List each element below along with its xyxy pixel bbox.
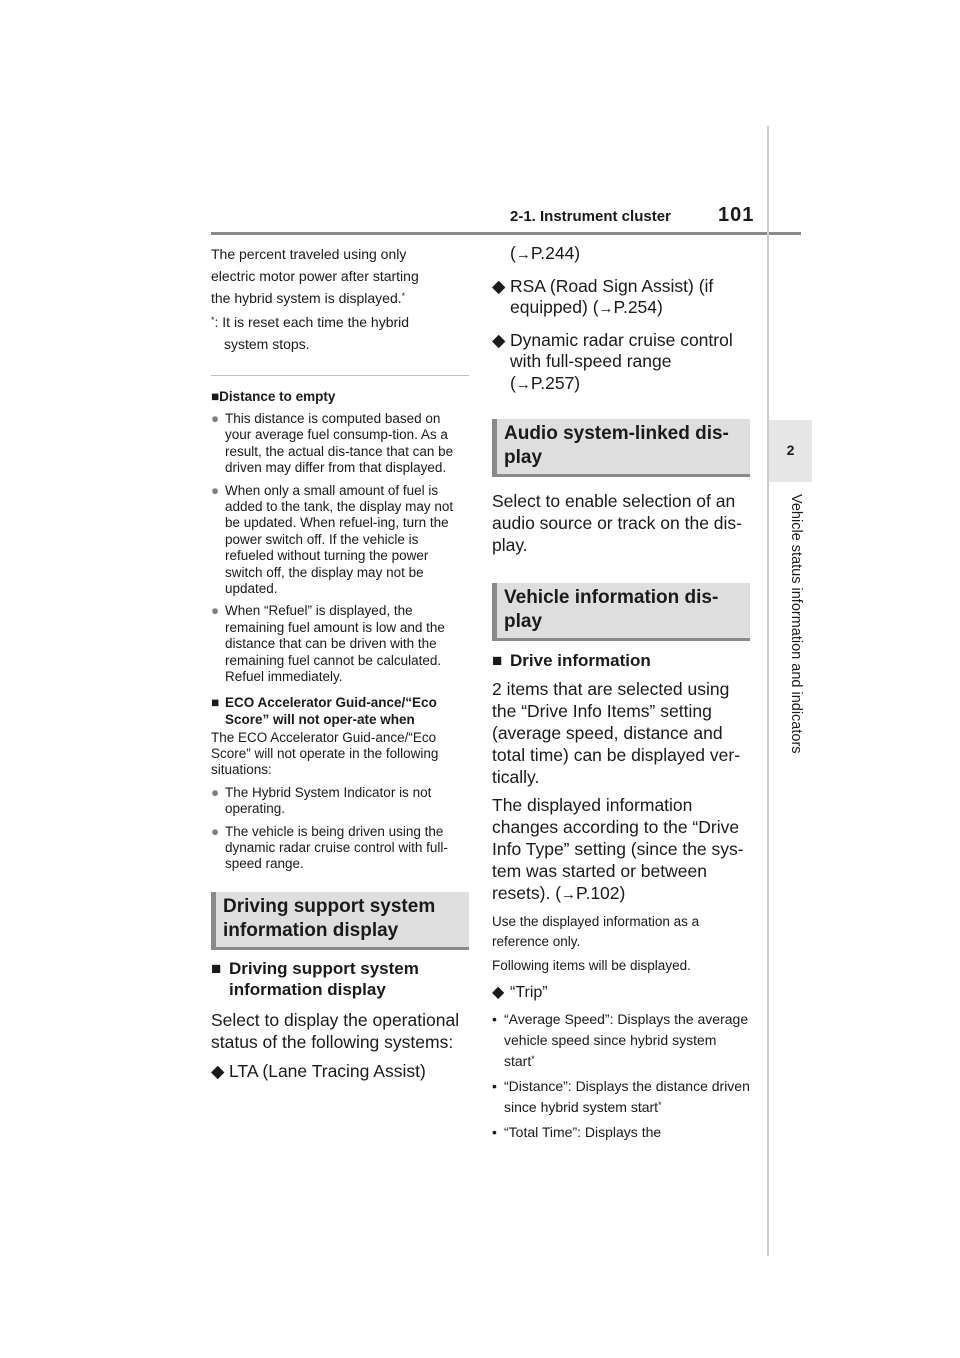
note-item xyxy=(211,824,469,873)
side-tab-divider xyxy=(767,126,769,1256)
header-rule xyxy=(211,232,801,235)
section-title: 2-1. Instrument cluster xyxy=(510,208,671,225)
subheading-distance-to-empty xyxy=(211,388,469,405)
dot-bullet-icon: • xyxy=(492,1078,497,1094)
circle-bullet-icon: ● xyxy=(211,603,220,619)
section-heading-audio xyxy=(492,419,750,477)
note-item xyxy=(211,411,469,477)
arrow-icon: → xyxy=(515,246,531,263)
chapter-title: Vehicle status information and indicators xyxy=(788,494,804,754)
diamond-bullet-icon: ◆ xyxy=(492,329,506,350)
drive-body: 2 items that are selected using the “Drive Info Items” setting (average speed, distance and total time) can be displayed ver-tically. xyxy=(492,678,741,787)
page-ref[interactable]: P.102) xyxy=(576,882,626,903)
asterisk: * xyxy=(658,1100,662,1110)
page-ref[interactable]: P.257) xyxy=(530,372,581,393)
square-bullet-icon: ■ xyxy=(492,651,503,670)
heading-line: Audio system-linked dis- xyxy=(504,423,729,444)
list-item xyxy=(492,276,750,320)
note-text: This distance is computed based on your average fuel consump-tion. As a result, the actual dis-tance that can be driven may differ from that displayed. xyxy=(225,411,454,476)
note: Use the displayed information as a reference only. xyxy=(492,913,700,949)
trip-text: “Distance”: Displays the distance driven since hybrid system start xyxy=(504,1078,750,1115)
diamond-bullet-icon: ◆ xyxy=(211,1060,225,1081)
intro-line: electric motor power after starting xyxy=(211,268,419,284)
heading-line: information display xyxy=(223,919,399,941)
subheading-text: Distance to empty xyxy=(219,389,336,404)
divider xyxy=(211,375,469,376)
drive-body-text: The displayed information changes according to the “Drive Info Type” setting (since the sys-tem was started or between resets). ( xyxy=(492,794,744,903)
list-item: ◆ Dynamic radar cruise control with full-speed range (→P.257) xyxy=(492,329,733,393)
note-text: The vehicle is being driven using the dynamic radar cruise control with full-speed range. xyxy=(225,823,448,872)
circle-bullet-icon: ● xyxy=(211,411,220,426)
intro-line xyxy=(211,287,469,309)
list-text: “Trip” xyxy=(510,983,548,1001)
list-text: LTA (Lane Tracing Assist) xyxy=(229,1060,426,1081)
diamond-bullet-icon: ◆ xyxy=(492,275,506,296)
section-heading-driving-support xyxy=(211,892,469,950)
trip-text: “Total Time”: Displays the xyxy=(504,1124,662,1140)
note-text: The Hybrid System Indicator is not operating. xyxy=(225,784,432,817)
heading-line: play xyxy=(504,447,543,468)
subheading-driving-support xyxy=(211,958,469,1001)
footnote-text: : It is reset each time the hybrid xyxy=(214,314,410,330)
circle-bullet-icon: ● xyxy=(211,784,220,800)
arrow-icon: → xyxy=(561,885,577,903)
square-bullet-icon: ■ xyxy=(211,694,220,710)
list-item-trip xyxy=(492,982,750,1004)
heading-bar xyxy=(492,583,497,641)
heading-line: Driving support system xyxy=(223,895,436,917)
note-item xyxy=(211,483,469,598)
section-heading-vehicle-info xyxy=(492,583,750,641)
intro-line-text: the hybrid system is displayed. xyxy=(211,290,402,306)
note-item-cont xyxy=(211,669,469,685)
subheading-drive-info xyxy=(492,650,750,672)
eco-intro: The ECO Accelerator Guid-ance/“Eco Score” will not operate in the following situations: xyxy=(211,729,439,778)
audio-body: Select to enable selection of an audio source or track on the dis-play. xyxy=(492,491,742,555)
note-item xyxy=(211,785,469,818)
dot-bullet-icon: • xyxy=(492,1124,497,1140)
arrow-icon: → xyxy=(515,375,531,393)
asterisk: * xyxy=(401,291,406,301)
trip-text: “Average Speed”: Displays the average vehicle speed since hybrid system start xyxy=(504,1011,749,1069)
footnote-cont: system stops. xyxy=(224,336,310,352)
page-ref[interactable]: P.244) xyxy=(530,243,581,263)
list-text: equipped) ( xyxy=(510,297,599,317)
note: Following items will be displayed. xyxy=(492,957,691,973)
drive-body xyxy=(492,794,750,906)
trip-item xyxy=(492,1009,750,1072)
list-text: Dynamic radar cruise control xyxy=(510,329,733,350)
subheading-text: ECO Accelerator Guid-ance/“Eco Score” will not oper-ate when xyxy=(225,694,437,727)
note-text: When only a small amount of fuel is added to the tank, the display may not be updated. When refuel-ing, turn the power switch off. If the vehicle is refueled without turning the power switch off, the display may not be updated. xyxy=(225,482,454,597)
note-text: Refuel immediately. xyxy=(225,669,343,685)
asterisk: * xyxy=(211,315,215,325)
heading-line: play xyxy=(504,611,543,632)
intro-line: The percent traveled using only xyxy=(211,246,407,262)
subheading-text: information display xyxy=(229,980,386,1000)
footnote xyxy=(211,311,469,333)
list-text: with full-speed range xyxy=(510,351,672,371)
heading-bar xyxy=(492,419,497,477)
body-line: status of the following systems: xyxy=(211,1031,454,1052)
page-ref[interactable]: P.254) xyxy=(613,297,663,317)
trip-item xyxy=(492,1076,750,1118)
chapter-number: 2 xyxy=(786,442,795,458)
heading-line: Vehicle information dis- xyxy=(504,587,719,608)
page-number: 101 xyxy=(718,204,755,226)
circle-bullet-icon: ● xyxy=(211,482,220,498)
asterisk: * xyxy=(531,1054,535,1064)
list-item xyxy=(211,1061,469,1083)
list-item-cont: (→P.244) xyxy=(510,243,581,263)
subheading-text: Driving support system xyxy=(229,958,419,978)
note-item xyxy=(211,603,469,669)
heading-bar xyxy=(211,892,216,950)
body-line: Select to display the operational xyxy=(211,1009,460,1030)
square-bullet-icon: ■ xyxy=(211,958,222,978)
diamond-bullet-icon: ◆ xyxy=(492,983,505,1001)
list-text: RSA (Road Sign Assist) (if xyxy=(510,275,714,296)
arrow-icon: → xyxy=(598,300,614,317)
note-text: When “Refuel” is displayed, the remaining fuel amount is low and the distance that can be driven with the remaining fuel cannot be calculated. xyxy=(225,603,445,668)
subheading-text: Drive information xyxy=(510,651,651,670)
left-column xyxy=(211,243,469,1082)
subheading-eco xyxy=(211,694,469,728)
dot-bullet-icon: • xyxy=(492,1011,497,1027)
circle-bullet-icon: ● xyxy=(211,823,220,839)
right-column xyxy=(492,243,750,1143)
square-bullet-icon: ■ xyxy=(211,389,220,404)
trip-item xyxy=(492,1122,750,1143)
